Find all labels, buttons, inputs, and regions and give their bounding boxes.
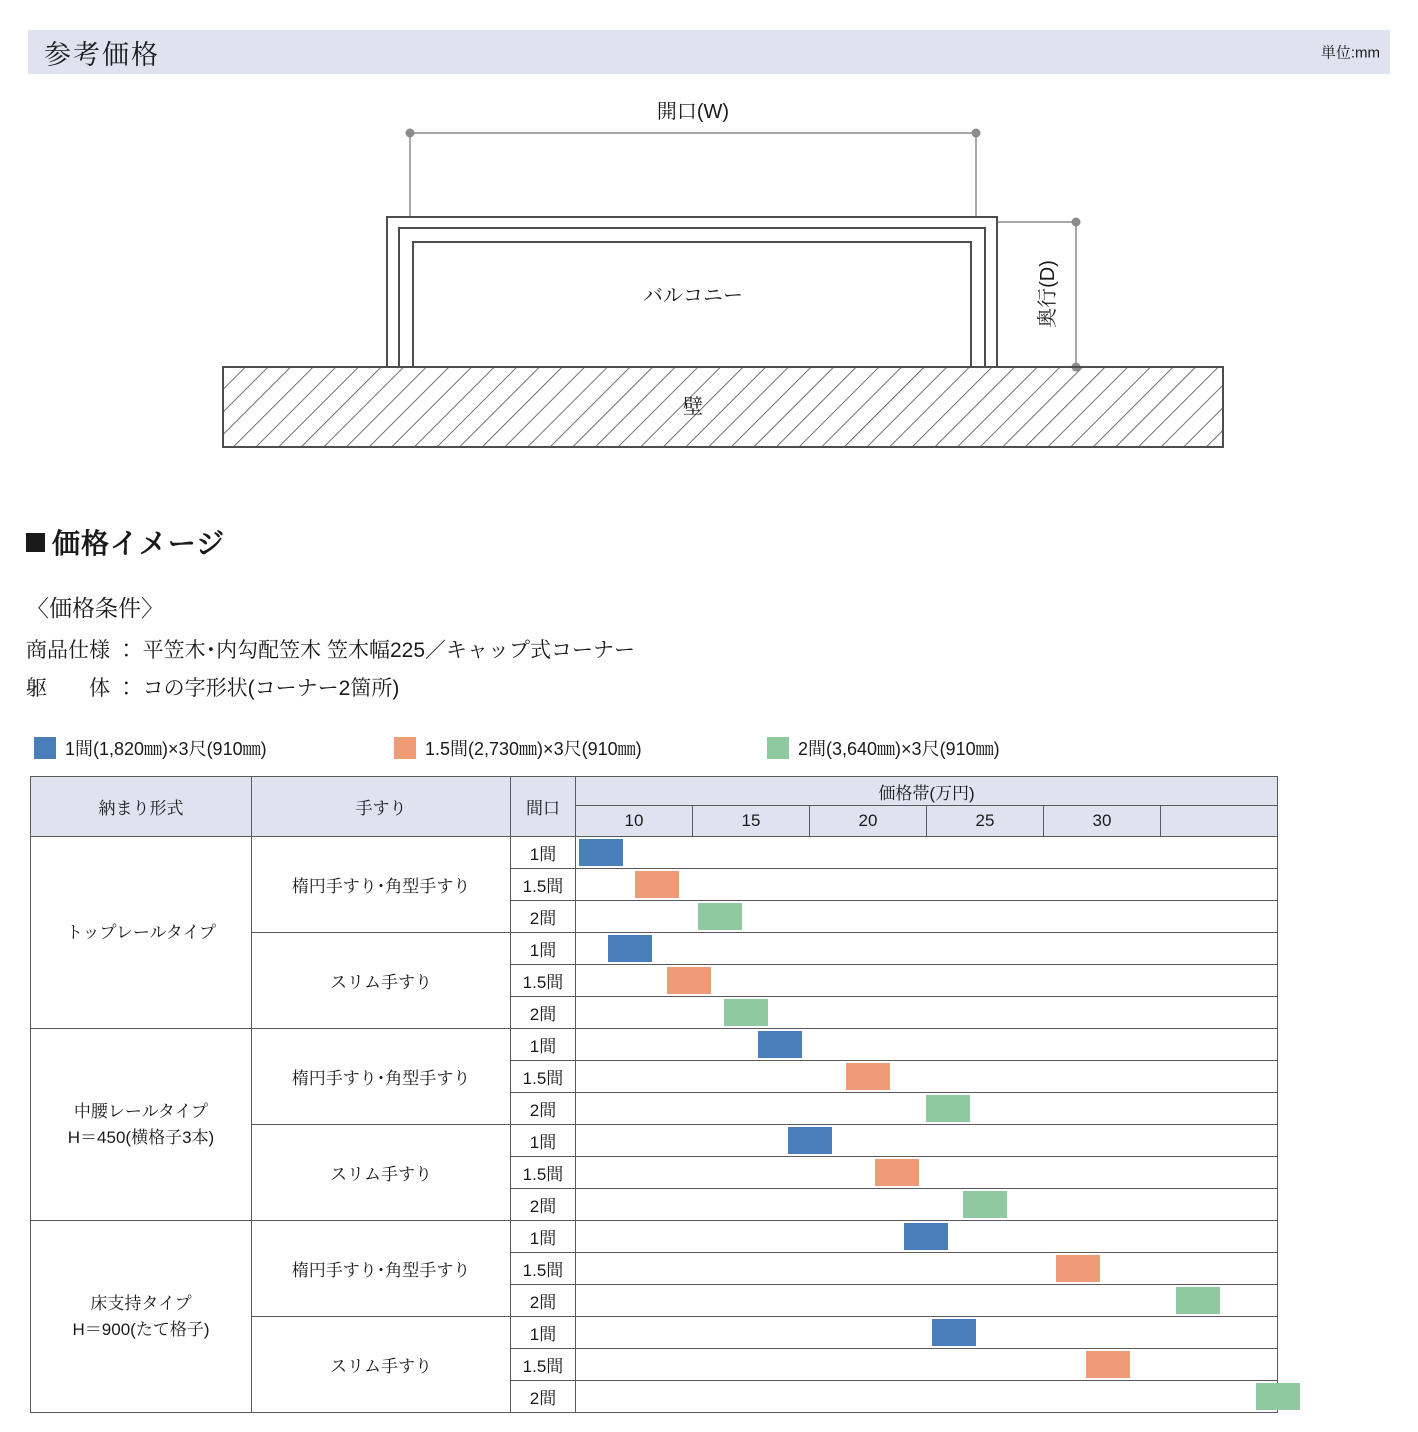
plot-marker xyxy=(1056,1255,1100,1282)
rail-label: 楕円手すり･角型手すり xyxy=(252,837,511,933)
maguchi-label: 2間 xyxy=(511,997,576,1029)
plot-marker xyxy=(758,1031,802,1058)
plot-track xyxy=(576,869,1278,901)
maguchi-label: 2間 xyxy=(511,1189,576,1221)
condition-spec: 商品仕様 ： 平笠木･内勾配笠木 笠木幅225／キャップ式コーナー xyxy=(26,639,636,662)
plot-track xyxy=(576,965,1278,997)
band-tick-end xyxy=(1161,806,1278,837)
table-row xyxy=(31,837,1278,869)
form-label xyxy=(31,1221,252,1413)
maguchi-label: 1間 xyxy=(511,1029,576,1061)
plot-track xyxy=(576,997,1278,1029)
rail-label: 楕円手すり･角型手すり xyxy=(252,1221,511,1317)
plot-marker xyxy=(608,935,652,962)
plot-marker xyxy=(932,1319,976,1346)
rail-label: スリム手すり xyxy=(252,933,511,1029)
form-label-line1: 床支持タイプ xyxy=(90,1294,192,1313)
plot-marker xyxy=(875,1159,919,1186)
plot-track xyxy=(576,1381,1278,1413)
plot-marker xyxy=(1176,1287,1220,1314)
legend-label: 1.5間(2,730㎜)×3尺(910㎜) xyxy=(425,739,642,759)
form-label: トップレールタイプ xyxy=(31,837,252,1029)
maguchi-label: 2間 xyxy=(511,1093,576,1125)
plot-track xyxy=(576,1189,1278,1221)
diagram-depth-label: 奥行(D) xyxy=(1037,260,1059,328)
plot-marker xyxy=(698,903,742,930)
th-price-band: 価格帯(万円) xyxy=(576,777,1278,806)
plot-track xyxy=(576,1285,1278,1317)
plot-marker xyxy=(846,1063,890,1090)
legend-swatch-icon xyxy=(394,737,416,759)
rail-label: スリム手すり xyxy=(252,1125,511,1221)
maguchi-label: 1間 xyxy=(511,837,576,869)
plot-track xyxy=(576,1157,1278,1189)
maguchi-label: 1間 xyxy=(511,933,576,965)
condition-body: 躯 体 ： コの字形状(コーナー2箇所) xyxy=(26,677,400,700)
rail-label: スリム手すり xyxy=(252,1317,511,1413)
unit-note: 単位:mm xyxy=(1320,44,1380,62)
page-title: 参考価格 xyxy=(44,39,160,70)
band-tick-30: 30 xyxy=(1044,806,1161,837)
maguchi-label: 1.5間 xyxy=(511,1253,576,1285)
maguchi-label: 1.5間 xyxy=(511,1157,576,1189)
th-form: 納まり形式 xyxy=(31,777,252,837)
page-header xyxy=(28,30,1390,74)
plot-marker xyxy=(926,1095,970,1122)
legend-label: 2間(3,640㎜)×3尺(910㎜) xyxy=(798,739,1000,759)
band-tick-15: 15 xyxy=(693,806,810,837)
rail-label: 楕円手すり･角型手すり xyxy=(252,1029,511,1125)
plot-track xyxy=(576,1061,1278,1093)
legend-item xyxy=(34,735,267,761)
maguchi-label: 2間 xyxy=(511,1285,576,1317)
bullet-square-icon xyxy=(26,533,45,552)
legend xyxy=(30,735,1370,761)
plot-track xyxy=(576,933,1278,965)
diagram-wall-label: 壁 xyxy=(683,396,703,418)
plot-track xyxy=(576,901,1278,933)
diagram-balcony-label: バルコニー xyxy=(643,285,743,307)
plot-track xyxy=(576,1317,1278,1349)
maguchi-label: 2間 xyxy=(511,1381,576,1413)
legend-swatch-icon xyxy=(767,737,789,759)
plot-marker xyxy=(1256,1383,1300,1410)
plot-track xyxy=(576,1221,1278,1253)
maguchi-label: 2間 xyxy=(511,901,576,933)
plot-track xyxy=(576,1029,1278,1061)
form-label-line2: H＝900(たて格子) xyxy=(72,1319,210,1339)
balcony-diagram xyxy=(28,86,1390,486)
plot-track xyxy=(576,1125,1278,1157)
table-row xyxy=(31,1221,1278,1253)
plot-marker xyxy=(1086,1351,1130,1378)
form-label xyxy=(31,1029,252,1221)
plot-track xyxy=(576,1349,1278,1381)
maguchi-label: 1.5間 xyxy=(511,965,576,997)
maguchi-label: 1.5間 xyxy=(511,1349,576,1381)
form-label-line1: 中腰レールタイプ xyxy=(73,1102,209,1121)
section-heading xyxy=(26,522,225,562)
th-rail: 手すり xyxy=(252,777,511,837)
legend-item xyxy=(767,735,1000,761)
maguchi-label: 1間 xyxy=(511,1125,576,1157)
section-heading-label: 価格イメージ xyxy=(52,528,226,559)
maguchi-label: 1間 xyxy=(511,1317,576,1349)
th-maguchi: 間口 xyxy=(511,777,576,837)
legend-label: 1間(1,820㎜)×3尺(910㎜) xyxy=(65,739,267,759)
plot-marker xyxy=(635,871,679,898)
price-table xyxy=(30,776,1278,1413)
maguchi-label: 1.5間 xyxy=(511,1061,576,1093)
plot-marker xyxy=(724,999,768,1026)
maguchi-label: 1.5間 xyxy=(511,869,576,901)
band-tick-10: 10 xyxy=(576,806,693,837)
diagram-width-label: 開口(W) xyxy=(656,101,730,123)
plot-marker xyxy=(667,967,711,994)
maguchi-label: 1間 xyxy=(511,1221,576,1253)
plot-track xyxy=(576,1093,1278,1125)
plot-marker xyxy=(963,1191,1007,1218)
legend-swatch-icon xyxy=(34,737,56,759)
plot-marker xyxy=(579,839,623,866)
plot-track xyxy=(576,837,1278,869)
table-row xyxy=(31,1029,1278,1061)
band-tick-20: 20 xyxy=(810,806,927,837)
band-tick-25: 25 xyxy=(927,806,1044,837)
plot-marker xyxy=(788,1127,832,1154)
form-label-line2: H＝450(横格子3本) xyxy=(67,1127,215,1147)
plot-track xyxy=(576,1253,1278,1285)
legend-item xyxy=(394,735,642,761)
condition-title: 〈価格条件〉 xyxy=(26,595,164,621)
plot-marker xyxy=(904,1223,948,1250)
